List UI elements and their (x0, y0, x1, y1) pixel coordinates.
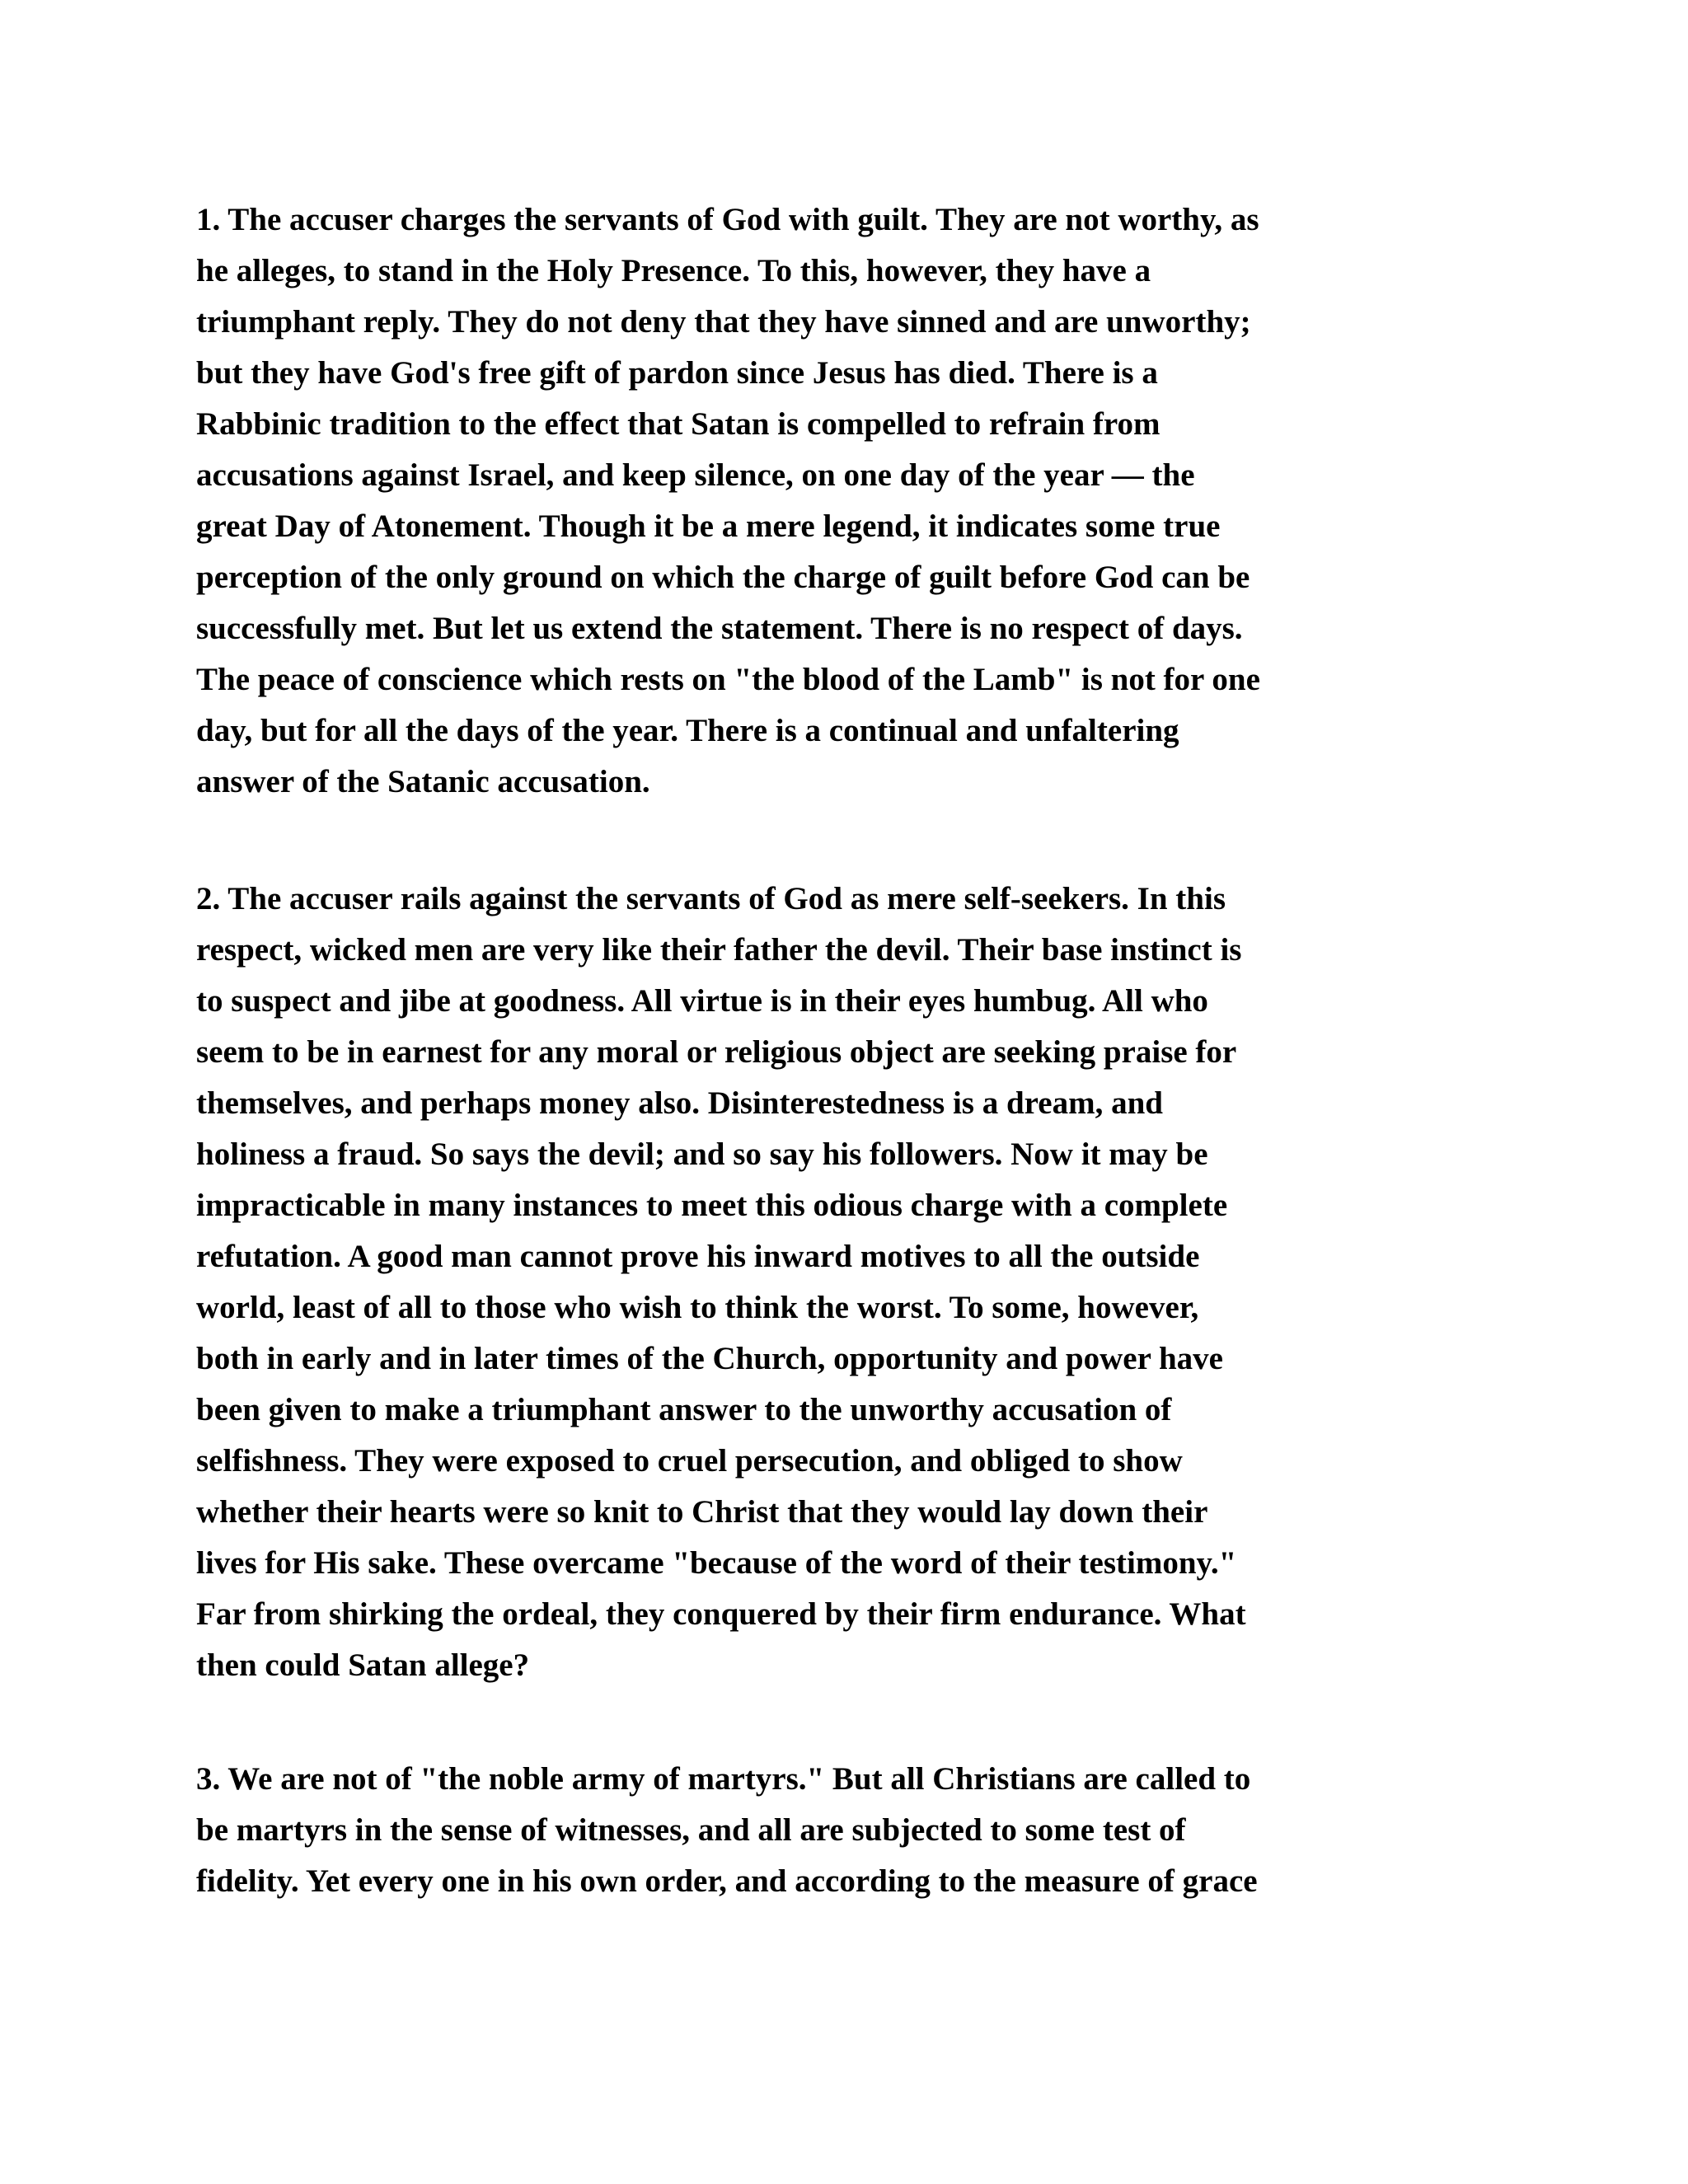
text-line: perception of the only ground on which the charge of guilt before God can be (196, 560, 1250, 595)
text-line: day, but for all the days of the year. There is a continual and unfaltering (196, 713, 1179, 748)
text-line: Far from shirking the ordeal, they conquered by their firm endurance. What (196, 1596, 1246, 1632)
text-line: he alleges, to stand in the Holy Presence. To this, however, they have a (196, 253, 1151, 288)
paragraph-1 (196, 194, 1482, 808)
paragraph-2 (196, 874, 1482, 1691)
text-line: seem to be in earnest for any moral or religious object are seeking praise for (196, 1034, 1237, 1070)
text-line: both in early and in later times of the Church, opportunity and power have (196, 1341, 1223, 1376)
text-line: lives for His sake. These overcame "because of the word of their testimony." (196, 1545, 1237, 1581)
text-line: refutation. A good man cannot prove his inward motives to all the outside (196, 1239, 1200, 1274)
text-line: then could Satan allege? (196, 1647, 530, 1683)
text-line: The peace of conscience which rests on "the blood of the Lamb" is not for one (196, 662, 1260, 697)
paragraph-3 (196, 1754, 1482, 1907)
text-line: successfully met. But let us extend the statement. There is no respect of days. (196, 611, 1243, 646)
text-line: 1. The accuser charges the servants of God with guilt. They are not worthy, as (196, 202, 1259, 237)
text-line: selfishness. They were exposed to cruel persecution, and obliged to show (196, 1443, 1183, 1479)
text-line: triumphant reply. They do not deny that they have sinned and are unworthy; (196, 304, 1251, 340)
text-line: accusations against Israel, and keep silence, on one day of the year — the (196, 457, 1195, 493)
text-line: 3. We are not of "the noble army of martyrs." But all Christians are called to (196, 1761, 1251, 1797)
text-line: themselves, and perhaps money also. Disinterestedness is a dream, and (196, 1085, 1163, 1121)
text-line: fidelity. Yet every one in his own order, and according to the measure of grace (196, 1863, 1258, 1899)
text-line: been given to make a triumphant answer to the unworthy accusation of (196, 1392, 1172, 1427)
text-line: Rabbinic tradition to the effect that Satan is compelled to refrain from (196, 406, 1160, 442)
text-line: answer of the Satanic accusation. (196, 764, 650, 799)
text-line: holiness a fraud. So says the devil; and so say his followers. Now it may be (196, 1137, 1208, 1172)
text-line: whether their hearts were so knit to Christ that they would lay down their (196, 1494, 1208, 1530)
text-line: great Day of Atonement. Though it be a mere legend, it indicates some true (196, 509, 1221, 544)
text-line: 2. The accuser rails against the servants of God as mere self-seekers. In this (196, 881, 1226, 916)
text-line: world, least of all to those who wish to think the worst. To some, however, (196, 1290, 1199, 1325)
text-line: respect, wicked men are very like their father the devil. Their base instinct is (196, 932, 1242, 968)
text-line: impracticable in many instances to meet this odious charge with a complete (196, 1188, 1228, 1223)
text-line: be martyrs in the sense of witnesses, and all are subjected to some test of (196, 1812, 1186, 1848)
text-line: but they have God's free gift of pardon since Jesus has died. There is a (196, 355, 1158, 391)
text-line: to suspect and jibe at goodness. All virtue is in their eyes humbug. All who (196, 983, 1208, 1019)
